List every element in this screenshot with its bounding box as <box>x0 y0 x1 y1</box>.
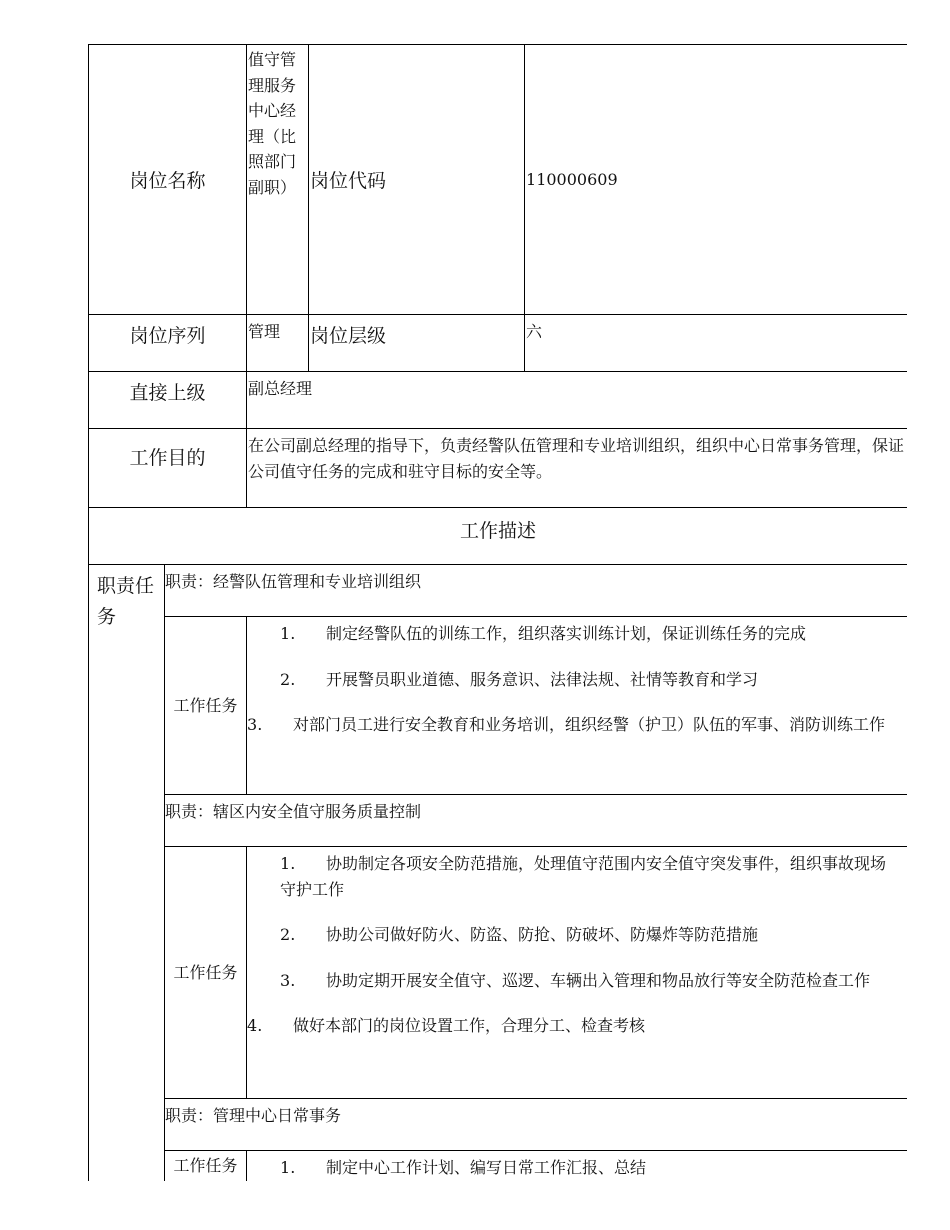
post-name-row <box>89 45 908 315</box>
task-item: 1. 制定中心工作计划、编写日常工作汇报、总结 <box>280 1158 647 1177</box>
purpose-row <box>89 429 908 508</box>
post-name-value: 值守管理服务中心经理（比照部门副职） <box>247 45 309 315</box>
post-series-value: 管理 <box>247 315 309 372</box>
task-label: 工作任务 <box>165 1151 247 1182</box>
task-item: 4. 做好本部门的岗位设置工作，合理分工、检查考核 <box>247 1016 646 1036</box>
task-row <box>89 617 908 795</box>
task-row <box>89 1151 908 1182</box>
post-code-label: 岗位代码 <box>309 45 525 315</box>
post-level-label: 岗位层级 <box>309 315 525 372</box>
duty-title: 职责：管理中心日常事务 <box>165 1099 908 1151</box>
task-row <box>89 847 908 1099</box>
duties-label: 职责任务 <box>89 565 165 1182</box>
duty-title: 职责：经警队伍管理和专业培训组织 <box>165 565 908 617</box>
task-item: 1. 协助制定各项安全防范措施，处理值守范围内安全值守突发事件，组织事故现场守护工作 <box>280 854 887 899</box>
post-code-value: 110000609 <box>525 45 907 315</box>
supervisor-row <box>89 372 908 429</box>
task-label: 工作任务 <box>165 617 247 795</box>
duty-row <box>89 565 908 617</box>
description-title: 工作描述 <box>89 508 908 565</box>
task-label: 工作任务 <box>165 847 247 1099</box>
duty-row <box>89 1099 908 1151</box>
supervisor-label: 直接上级 <box>89 372 247 429</box>
post-series-row <box>89 315 908 372</box>
task-item: 3. 协助定期开展安全值守、巡逻、车辆出入管理和物品放行等安全防范检查工作 <box>280 970 871 990</box>
duty-row <box>89 795 908 847</box>
task-list <box>247 617 907 795</box>
task-item: 2. 开展警员职业道德、服务意识、法律法规、社情等教育和学习 <box>280 669 759 689</box>
job-description-document <box>88 44 907 1181</box>
job-description-table <box>88 44 907 1181</box>
post-level-value: 六 <box>525 315 907 372</box>
task-item: 3. 对部门员工进行安全教育和业务培训，组织经警（护卫）队伍的军事、消防训练工作 <box>247 715 886 735</box>
task-item: 2. 协助公司做好防火、防盗、防抢、防破坏、防爆炸等防范措施 <box>280 925 759 945</box>
post-series-label: 岗位序列 <box>89 315 247 372</box>
supervisor-value: 副总经理 <box>247 372 907 429</box>
task-item: 1. 制定经警队伍的训练工作，组织落实训练计划，保证训练任务的完成 <box>280 624 807 643</box>
purpose-value: 在公司副总经理的指导下，负责经警队伍管理和专业培训组织，组织中心日常事务管理，保证公司值守任务的完成和驻守目标的安全等。 <box>247 429 907 508</box>
task-list <box>247 1151 907 1182</box>
purpose-label: 工作目的 <box>89 429 247 508</box>
description-title-row <box>89 508 908 565</box>
post-name-label: 岗位名称 <box>89 45 247 315</box>
task-list <box>247 847 907 1099</box>
duty-title: 职责：辖区内安全值守服务质量控制 <box>165 795 908 847</box>
